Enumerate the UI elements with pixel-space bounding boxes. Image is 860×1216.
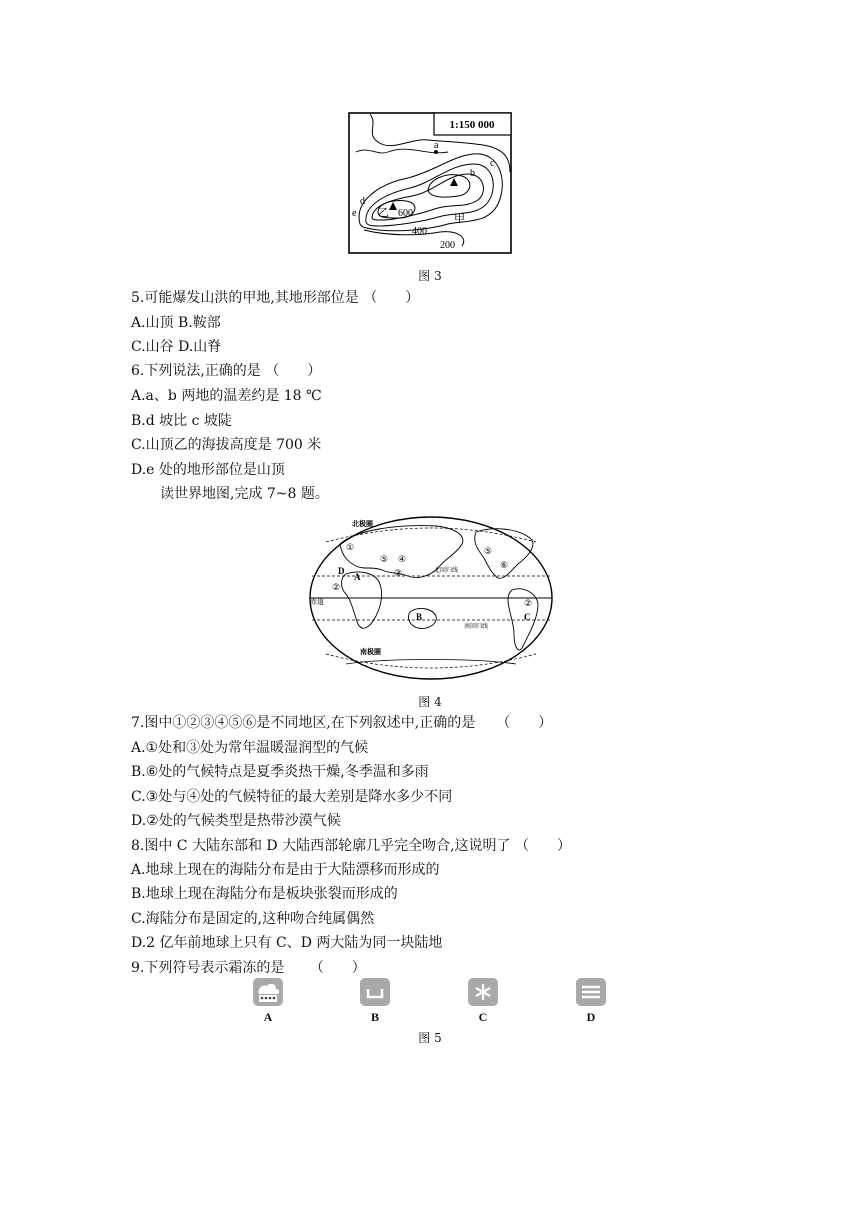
svg-text:⑤: ⑤: [380, 555, 389, 565]
q7-option-a: A.①处和③处为常年温暖湿润型的气候: [131, 740, 369, 756]
q8-option-c: C.海陆分布是固定的,这种吻合纯属偶然: [131, 911, 375, 927]
q7-option-d: D.②处的气候类型是热带沙漠气候: [131, 813, 341, 829]
q6-stem: 6.下列说法,正确的是 （ ）: [131, 363, 322, 379]
figure-3-caption: 图 3: [418, 269, 442, 283]
svg-text:①: ①: [346, 543, 355, 553]
q7-option-c: C.③处与④处的气候特征的最大差别是降水多少不同: [131, 789, 453, 805]
q8-stem: 8.图中 C 大陆东部和 D 大陆西部轮廓几乎完全吻合,这说明了 （ ）: [131, 838, 571, 854]
snowflake-icon: [468, 978, 498, 1006]
figure-4-caption: 图 4: [418, 695, 442, 709]
contour-map-svg: [348, 112, 512, 254]
svg-text:北极圈: 北极圈: [352, 520, 373, 528]
figure-3-contour-map: [348, 112, 512, 254]
svg-text:400: 400: [412, 226, 427, 237]
q8-option-a: A.地球上现在的海陆分布是由于大陆漂移而形成的: [131, 862, 440, 878]
svg-text:南极圈: 南极圈: [360, 648, 381, 656]
svg-text:e: e: [352, 208, 357, 219]
q7-option-b: B.⑥处的气候特点是夏季炎热干燥,冬季温和多雨: [131, 764, 429, 780]
q5-options-ab: A.山顶 B.鞍部: [131, 315, 221, 331]
svg-text:D: D: [338, 566, 345, 576]
q8-option-b: B.地球上现在海陆分布是板块张裂而形成的: [131, 886, 398, 902]
figure-4-world-map: [306, 514, 556, 682]
svg-text:③: ③: [394, 569, 403, 579]
svg-text:赤道: 赤道: [310, 598, 324, 606]
svg-text:②: ②: [524, 599, 533, 609]
q5-options-cd: C.山谷 D.山脊: [131, 339, 222, 355]
symbol-label-b: B: [370, 1010, 379, 1024]
svg-text:乙: 乙: [378, 206, 389, 219]
rain-cloud-icon: [253, 978, 283, 1006]
svg-text:c: c: [490, 158, 495, 169]
svg-text:②: ②: [332, 583, 341, 593]
svg-text:B: B: [416, 612, 423, 622]
svg-text:b: b: [470, 168, 475, 179]
fog-lines-icon: [576, 978, 606, 1006]
svg-text:甲: 甲: [454, 212, 465, 225]
world-map-svg: [306, 514, 556, 682]
figure-5-caption: 图 5: [418, 1031, 442, 1045]
svg-text:④: ④: [398, 555, 407, 565]
symbol-label-c: C: [478, 1010, 488, 1024]
svg-text:C: C: [524, 612, 531, 622]
map-scale: 1:150 000: [449, 119, 495, 131]
q78-intro: 读世界地图,完成 7~8 题。: [160, 486, 329, 502]
q9-stem: 9.下列符号表示霜冻的是 （ ）: [131, 960, 366, 976]
svg-text:600: 600: [398, 208, 413, 219]
svg-text:⑥: ⑥: [500, 561, 509, 571]
svg-text:d: d: [360, 196, 365, 207]
q6-option-b: B.d 坡比 c 坡陡: [131, 413, 232, 429]
svg-text:⑤: ⑤: [484, 547, 493, 557]
q5-stem: 5.可能爆发山洪的甲地,其地形部位是 （ ）: [131, 290, 420, 306]
svg-text:北回归线: 北回归线: [434, 567, 459, 574]
q6-option-c: C.山顶乙的海拔高度是 700 米: [131, 437, 322, 453]
q6-option-a: A.a、b 两地的温差约是 18 ℃: [131, 388, 322, 404]
q6-option-d: D.e 处的地形部位是山顶: [131, 462, 285, 478]
symbol-label-a: A: [263, 1010, 273, 1024]
svg-text:A: A: [354, 572, 361, 582]
q8-option-d: D.2 亿年前地球上只有 C、D 两大陆为同一块陆地: [131, 935, 443, 951]
svg-text:a: a: [434, 140, 439, 151]
svg-text:南回归线: 南回归线: [464, 623, 489, 630]
q7-stem: 7.图中①②③④⑤⑥是不同地区,在下列叙述中,正确的是 （ ）: [131, 715, 553, 731]
frost-bracket-icon: [360, 978, 390, 1006]
symbol-label-d: D: [586, 1010, 596, 1024]
svg-text:200: 200: [440, 240, 455, 251]
